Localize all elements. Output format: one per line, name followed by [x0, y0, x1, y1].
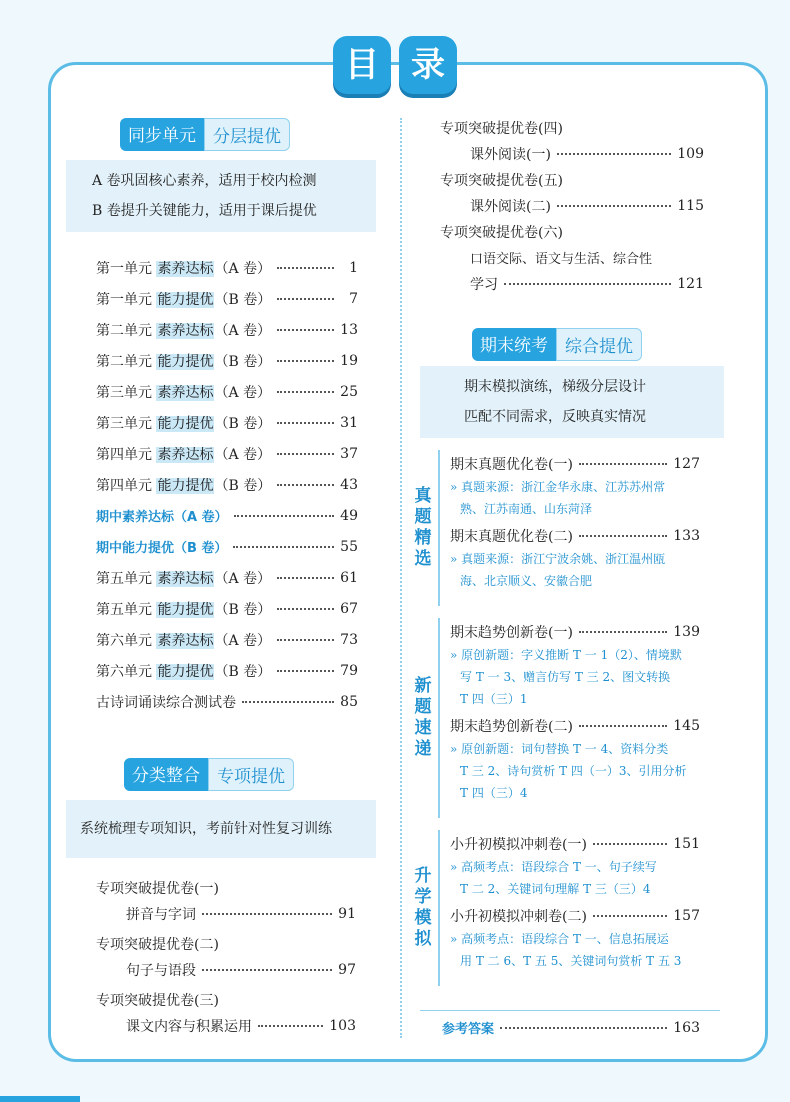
special-sub-entry[interactable] — [126, 904, 356, 924]
toc-entry[interactable] — [96, 258, 358, 278]
leader-dots — [277, 484, 334, 486]
entry-suffix: （A 卷） — [214, 261, 272, 277]
leader-dots — [593, 915, 667, 917]
entry-page: 1 — [349, 260, 358, 276]
group-bar — [438, 618, 440, 818]
entry-label: 学习 — [470, 277, 498, 293]
toc-entry[interactable] — [96, 692, 358, 712]
entry-page: 151 — [673, 836, 700, 852]
special-title[interactable]: 专项突破提优卷(一) — [96, 881, 219, 897]
entry-label — [96, 351, 271, 371]
toc-entry[interactable] — [450, 526, 700, 546]
entry-highlight: 能力提优 — [157, 354, 214, 370]
entry-suffix: （B 卷） — [214, 478, 272, 494]
leader-dots — [579, 535, 667, 537]
entry-page: 61 — [340, 570, 358, 586]
entry-highlight: 素养达标 — [157, 447, 214, 463]
toc-entry[interactable] — [96, 382, 358, 402]
section-header-primary: 同步单元 — [120, 118, 204, 151]
entry-highlight: 能力提优 — [157, 664, 214, 680]
toc-entry[interactable] — [450, 454, 700, 474]
special-title[interactable]: 专项突破提优卷(四) — [440, 121, 563, 137]
entry-page: 97 — [338, 962, 356, 978]
entry-note: T 四（三）4 — [460, 786, 528, 800]
toc-entry[interactable] — [96, 537, 358, 556]
entry-page: 25 — [340, 384, 358, 400]
entry-page: 37 — [340, 446, 358, 462]
column-divider — [400, 118, 402, 1038]
leader-dots — [500, 1027, 667, 1029]
entry-label — [96, 692, 236, 712]
entry-page: 43 — [340, 477, 358, 493]
corner-accent — [0, 1096, 80, 1102]
description-line: 系统梳理专项知识，考前针对性复习训练 — [80, 821, 332, 837]
entry-page: 49 — [340, 507, 358, 524]
entry-suffix: （B 卷） — [214, 292, 272, 308]
entry-suffix: （A 卷） — [214, 323, 272, 339]
description-line: 期末模拟演练，梯级分层设计 — [464, 379, 646, 395]
leader-dots — [258, 1025, 323, 1027]
toc-entry[interactable] — [96, 351, 358, 371]
entry-page: 121 — [677, 276, 704, 292]
entry-unit: 第一单元 — [96, 261, 157, 277]
entry-label — [96, 444, 271, 464]
section-sync-units-header — [120, 118, 290, 151]
entry-unit: 第六单元 — [96, 633, 157, 649]
entry-label: 小升初模拟冲刺卷(二) — [450, 909, 587, 925]
entry-page: 109 — [677, 146, 704, 162]
toc-entry[interactable] — [450, 906, 700, 926]
entry-page: 127 — [673, 456, 700, 472]
entry-page: 31 — [340, 415, 358, 431]
section-header-secondary: 专项提优 — [208, 758, 294, 791]
leader-dots — [277, 422, 334, 424]
section-final-header — [472, 328, 642, 361]
toc-entry[interactable] — [96, 413, 358, 433]
leader-dots — [277, 360, 334, 362]
entry-page: 133 — [673, 528, 700, 544]
group-label — [410, 866, 436, 950]
entry-suffix: （A 卷） — [214, 571, 272, 587]
entry-highlight: 素养达标 — [157, 633, 214, 649]
entry-note: » 高频考点：语段综合 T 一、信息拓展运 — [450, 932, 669, 946]
entry-note: T 四（三）1 — [460, 692, 528, 706]
entry-note: » 原创新题：词句替换 T 一 4、资料分类 — [450, 742, 669, 756]
entry-label: 句子与语段 — [126, 963, 196, 979]
group-label — [410, 486, 436, 570]
entry-unit: 第三单元 — [96, 416, 157, 432]
section-header-primary: 分类整合 — [124, 758, 208, 791]
entry-suffix: （B 卷） — [214, 416, 272, 432]
leader-dots — [557, 205, 671, 207]
entry-label — [96, 382, 271, 402]
leader-dots — [277, 298, 334, 300]
entry-label — [96, 413, 271, 433]
toc-entry[interactable] — [96, 320, 358, 340]
entry-page: 145 — [673, 718, 700, 734]
entry-page: 7 — [349, 291, 358, 307]
toc-entry[interactable] — [96, 444, 358, 464]
toc-entry[interactable] — [96, 630, 358, 650]
entry-unit: 第五单元 — [96, 602, 157, 618]
group-label-char: 速 — [414, 718, 432, 738]
group-bar — [438, 450, 440, 606]
entry-highlight: 素养达标 — [157, 261, 214, 277]
toc-entry[interactable] — [96, 289, 358, 309]
leader-dots — [277, 267, 334, 269]
entry-unit: 第三单元 — [96, 385, 157, 401]
entry-unit: 第四单元 — [96, 478, 157, 494]
group-label-char: 递 — [414, 739, 432, 759]
special-title[interactable]: 专项突破提优卷(六) — [440, 225, 563, 241]
entry-label: 拼音与字词 — [126, 907, 196, 923]
toc-entry[interactable] — [96, 506, 358, 525]
entry-label — [96, 630, 271, 650]
group-label-char: 新 — [414, 676, 432, 696]
toc-entry[interactable] — [450, 716, 700, 736]
page-title — [0, 36, 790, 94]
entry-unit: 第一单元 — [96, 292, 157, 308]
entry-suffix: （B 卷） — [214, 602, 272, 618]
section-header-secondary: 分层提优 — [204, 118, 290, 151]
entry-label — [96, 258, 271, 278]
entry-label: 参考答案 — [442, 1022, 495, 1037]
entry-page: 79 — [340, 663, 358, 679]
entry-unit: 第二单元 — [96, 354, 157, 370]
special-title[interactable]: 专项突破提优卷(二) — [96, 937, 219, 953]
entry-note: 写 T 一 3、赠言仿写 T 三 2、图文转换 — [460, 670, 671, 684]
special-title[interactable]: 专项突破提优卷(五) — [440, 173, 563, 189]
section-special-header — [124, 758, 294, 791]
title-char-2: 录 — [399, 36, 457, 94]
entry-label — [96, 289, 271, 309]
entry-unit: 第二单元 — [96, 323, 157, 339]
leader-dots — [277, 391, 334, 393]
leader-dots — [277, 329, 334, 331]
entry-suffix: （A 卷） — [214, 385, 272, 401]
entry-page: 139 — [673, 624, 700, 640]
entry-highlight: 能力提优 — [157, 478, 214, 494]
group-label-char: 题 — [414, 507, 432, 527]
entry-suffix: （B 卷） — [214, 664, 272, 680]
leader-dots — [277, 670, 334, 672]
group-label — [410, 676, 436, 760]
entry-note: » 真题来源：浙江金华永康、江苏苏州常 — [450, 480, 666, 494]
entry-label: 小升初模拟冲刺卷(一) — [450, 837, 587, 853]
entry-suffix: 期中能力提优（B 卷） — [96, 541, 228, 556]
entry-label: 课外阅读(一) — [470, 147, 551, 163]
toc-entry[interactable] — [96, 661, 358, 681]
leader-dots — [234, 515, 334, 517]
leader-dots — [277, 608, 334, 610]
entry-label: 课外阅读(二) — [470, 199, 551, 215]
group-label-char: 学 — [414, 887, 432, 907]
leader-dots — [593, 843, 667, 845]
special-sub-label: 口语交际、语文与生活、综合性 — [470, 252, 653, 267]
section-special-description — [66, 800, 376, 858]
entry-page: 91 — [338, 906, 356, 922]
special-sub-entry[interactable] — [126, 960, 356, 980]
group-label-char: 精 — [414, 528, 432, 548]
toc-entry[interactable] — [96, 599, 358, 619]
entry-label — [96, 568, 271, 588]
entry-note: T 二 2、关键词句理解 T 三（三）4 — [460, 882, 651, 896]
entry-suffix: （A 卷） — [214, 447, 272, 463]
special-title[interactable]: 专项突破提优卷(三) — [96, 993, 219, 1009]
description-line: B 卷提升关键能力，适用于课后提优 — [92, 203, 317, 219]
leader-dots — [202, 969, 332, 971]
group-label-char: 模 — [414, 908, 432, 928]
leader-dots — [277, 577, 334, 579]
divider-line — [420, 1010, 720, 1011]
entry-suffix: （B 卷） — [214, 354, 272, 370]
entry-page: 73 — [340, 632, 358, 648]
section-sync-units-description — [66, 160, 376, 232]
entry-note: 用 T 二 6、T 五 5、关键词句赏析 T 五 3 — [460, 954, 682, 968]
entry-label — [96, 475, 271, 495]
entry-page: 163 — [673, 1019, 700, 1036]
entry-page: 19 — [340, 353, 358, 369]
special-sub-entry[interactable] — [126, 1016, 356, 1036]
entry-label: 期末趋势创新卷(一) — [450, 625, 573, 641]
leader-dots — [202, 913, 332, 915]
leader-dots — [579, 725, 667, 727]
group-label-char: 升 — [414, 866, 432, 886]
entry-page: 67 — [340, 601, 358, 617]
special-sub-entry[interactable] — [470, 144, 704, 164]
entry-note: 海、北京顺义、安徽合肥 — [460, 574, 593, 588]
leader-dots — [277, 453, 334, 455]
entry-label — [96, 599, 271, 619]
entry-highlight: 素养达标 — [157, 571, 214, 587]
toc-entry[interactable] — [450, 622, 700, 642]
entry-page: 103 — [329, 1018, 356, 1034]
leader-dots — [579, 463, 667, 465]
title-char-1: 目 — [333, 36, 391, 94]
special-sub-entry[interactable] — [470, 274, 704, 294]
group-label-char: 拟 — [414, 929, 432, 949]
leader-dots — [579, 631, 667, 633]
group-bar — [438, 830, 440, 986]
toc-entry[interactable] — [96, 475, 358, 495]
entry-unit: 第六单元 — [96, 664, 157, 680]
entry-label — [96, 661, 271, 681]
entry-label: 期末趋势创新卷(二) — [450, 719, 573, 735]
group-label-char: 真 — [414, 486, 432, 506]
leader-dots — [557, 153, 671, 155]
description-line: A 卷巩固核心素养，适用于校内检测 — [92, 173, 317, 189]
entry-highlight: 能力提优 — [157, 416, 214, 432]
entry-page: 55 — [340, 538, 358, 555]
leader-dots — [504, 283, 671, 285]
entry-label: 期末真题优化卷(一) — [450, 457, 573, 473]
entry-highlight: 素养达标 — [157, 323, 214, 339]
entry-label: 期末真题优化卷(二) — [450, 529, 573, 545]
entry-suffix: （A 卷） — [214, 633, 272, 649]
entry-page: 157 — [673, 908, 700, 924]
entry-highlight: 能力提优 — [157, 602, 214, 618]
entry-label — [96, 320, 271, 340]
entry-note: » 高频考点：语段综合 T 一、句子续写 — [450, 860, 657, 874]
group-label-char: 题 — [414, 697, 432, 717]
section-header-secondary: 综合提优 — [556, 328, 642, 361]
entry-unit: 第四单元 — [96, 447, 157, 463]
special-sub-entry[interactable] — [470, 196, 704, 216]
entry-note: 熟、江苏南通、山东菏泽 — [460, 502, 593, 516]
entry-note: » 原创新题：字义推断 T 一 1（2）、情境默 — [450, 648, 682, 662]
entry-label — [96, 506, 228, 525]
entry-page: 115 — [677, 198, 704, 214]
section-header-primary: 期末统考 — [472, 328, 556, 361]
section-final-description — [420, 366, 724, 438]
leader-dots — [242, 701, 334, 703]
entry-page: 85 — [340, 694, 358, 710]
entry-note: T 三 2、诗句赏析 T 四（一）3、引用分析 — [460, 764, 687, 778]
toc-entry[interactable] — [450, 834, 700, 854]
entry-suffix: 期中素养达标（A 卷） — [96, 510, 228, 525]
leader-dots — [233, 546, 334, 548]
entry-unit: 第五单元 — [96, 571, 157, 587]
entry-suffix: 古诗词诵读综合测试卷 — [96, 695, 236, 711]
entry-highlight: 能力提优 — [157, 292, 214, 308]
group-label-char: 选 — [414, 549, 432, 569]
entry-label: 课文内容与积累运用 — [126, 1019, 252, 1035]
entry-highlight: 素养达标 — [157, 385, 214, 401]
answers-entry[interactable] — [442, 1018, 700, 1037]
toc-entry[interactable] — [96, 568, 358, 588]
entry-label — [96, 537, 227, 556]
leader-dots — [277, 639, 334, 641]
entry-note: » 真题来源：浙江宁波余姚、浙江温州瓯 — [450, 552, 666, 566]
entry-page: 13 — [340, 322, 358, 338]
description-line: 匹配不同需求，反映真实情况 — [464, 409, 646, 425]
